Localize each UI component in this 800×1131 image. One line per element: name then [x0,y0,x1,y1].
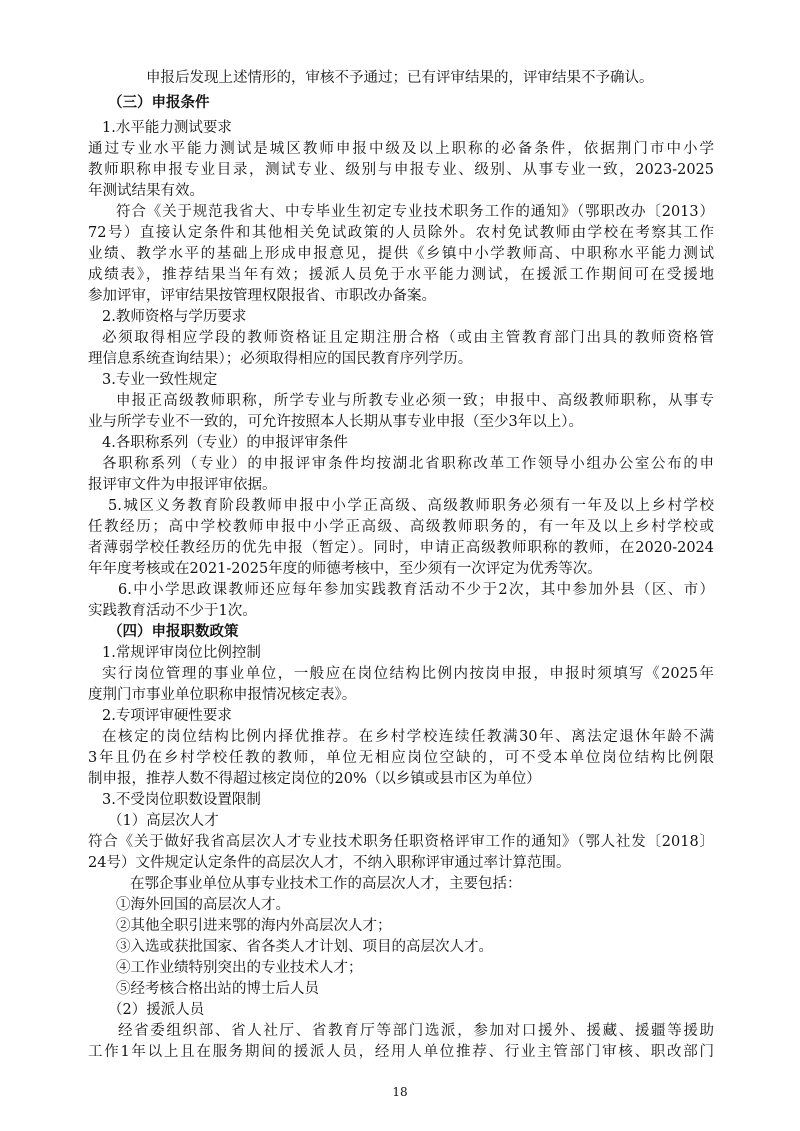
paragraph-line: 通过专业水平能力测试是城区教师申报中级及以上职称的必备条件，依据荆门市中小学 [88,141,714,157]
paragraph-line: 实践教育活动不少于1次。 [88,603,257,619]
paragraph-line: 制申报，推荐人数不得超过核定岗位的20%（以乡镇或县市区为单位） [88,771,541,787]
paragraph-line: 符合《关于规范我省大、中专毕业生初定专业技术职务工作的通知》（鄂职改办〔2013） [116,204,714,220]
paragraph-line: 度荆门市事业单位职称申报情况核定表》。 [88,687,357,703]
paragraph-line: 24号）文件规定认定条件的高层次人才，不纳入职称评审通过率计算范围。 [88,855,571,871]
paragraph-line: 经省委组织部、省人社厅、省教育厅等部门选派，参加对口援外、援藏、援疆等援助 [118,1023,714,1039]
paragraph-line: 理信息系统查询结果）；必须取得相应的国民教育序列学历。 [88,351,473,367]
paragraph-line: 实行岗位管理的事业单位，一般应在岗位结构比例内按岗申报，申报时须填写《2025年 [102,666,714,682]
paragraph-line: 业绩、教学水平的基础上形成申报意见，提供《乡镇中小学教师高、中职称水平能力测试 [88,246,714,262]
paragraph-line: 3年且仍在乡村学校任教的教师，单位无相应岗位空缺的，可不受本单位岗位结构比例限 [88,750,714,766]
paragraph-line: 年测试结果有效。 [88,183,204,199]
section-heading: （四）申报职数政策 [108,623,239,640]
paragraph-line: 在鄂企事业单位从事专业技术工作的高层次人才，主要包括： [130,876,522,892]
paragraph-line: 参加评审，评审结果按管理权限报省、市职改办备案。 [88,288,436,304]
item-heading: （2）援派人员 [108,1002,205,1018]
paragraph-line: 各职称系列（专业）的申报评审条件均按湖北省职称改革工作领导小组办公室公布的申 [102,456,714,472]
subsection-heading: 4.各职称系列（专业）的申报评审条件 [102,435,348,451]
paragraph-line: 成绩表》，推荐结果当年有效；援派人员免于水平能力测试，在援派工作期间可在受援地 [88,267,714,283]
list-item: ⑤经考核合格出站的博士后人员 [116,981,319,997]
subsection-heading: 2.专项评审硬性要求 [102,708,232,724]
paragraph-line: 工作1年以上且在服务期间的援派人员，经用人单位推荐、行业主管部门审核、职改部门 [88,1044,714,1060]
paragraph-line: 年年度考核或在2021-2025年度的师德考核中，至少须有一次评定为优秀等次。 [88,561,602,577]
subsection-heading: 3.专业一致性规定 [102,372,218,388]
paragraph-line: 任教经历；高中学校教师申报中小学正高级、高级教师职务的，有一年及以上乡村学校或 [88,519,714,535]
paragraph-line: 72号）直接认定条件和其他相关免试政策的人员除外。农村免试教师由学校在考察其工作 [88,225,714,241]
paragraph-line: 业与所学专业不一致的，可允许按照本人长期从事专业申报（至少3年以上）。 [88,414,583,430]
paragraph-line: 在核定的岗位结构比例内择优推荐。在乡村学校连续任教满30年、离法定退休年龄不满 [102,729,714,745]
paragraph-line: 者薄弱学校任教经历的优先申报（暂定）。同时，申请正高级教师职称的教师，在2020-2024 [88,540,714,556]
paragraph-line: 申报后发现上述情形的，审核不予通过；已有评审结果的，评审结果不予确认。 [146,70,654,86]
list-item: ③入选或获批国家、省各类人才计划、项目的高层次人才。 [116,939,493,955]
paragraph-line: 5.城区义务教育阶段教师申报中小学正高级、高级教师职务必须有一年及以上乡村学校 [108,498,714,514]
item-heading: （1）高层次人才 [108,813,219,829]
paragraph-line: 报评审文件为申报评审依据。 [88,477,277,493]
subsection-heading: 2.教师资格与学历要求 [102,309,247,325]
subsection-heading: 1.水平能力测试要求 [102,120,232,136]
list-item: ①海外回国的高层次人才。 [116,897,290,913]
list-item: ②其他全职引进来鄂的海内外高层次人才； [116,918,392,934]
paragraph-line: 必须取得相应学段的教师资格证且定期注册合格（或由主管教育部门出具的教师资格管 [102,330,714,346]
subsection-heading: 3.不受岗位职数设置限制 [102,792,261,808]
paragraph-line: 教师职称申报专业目录，测试专业、级别与申报专业、级别、从事专业一致，2023-2025 [88,162,714,178]
list-item: ④工作业绩特别突出的专业技术人才； [116,960,363,976]
paragraph-line: 申报正高级教师职称，所学专业与所教专业必须一致；申报中、高级教师职称，从事专 [116,393,714,409]
subsection-heading: 1.常规评审岗位比例控制 [102,645,261,661]
paragraph-line: 6.中小学思政课教师还应每年参加实践教育活动不少于2次，其中参加外县（区、市） [118,582,714,598]
paragraph-line: 符合《关于做好我省高层次人才专业技术职务任职资格评审工作的通知》（鄂人社发〔2018〕 [88,834,714,850]
section-heading: （三）申报条件 [108,94,210,111]
page-number: 18 [392,1085,408,1099]
